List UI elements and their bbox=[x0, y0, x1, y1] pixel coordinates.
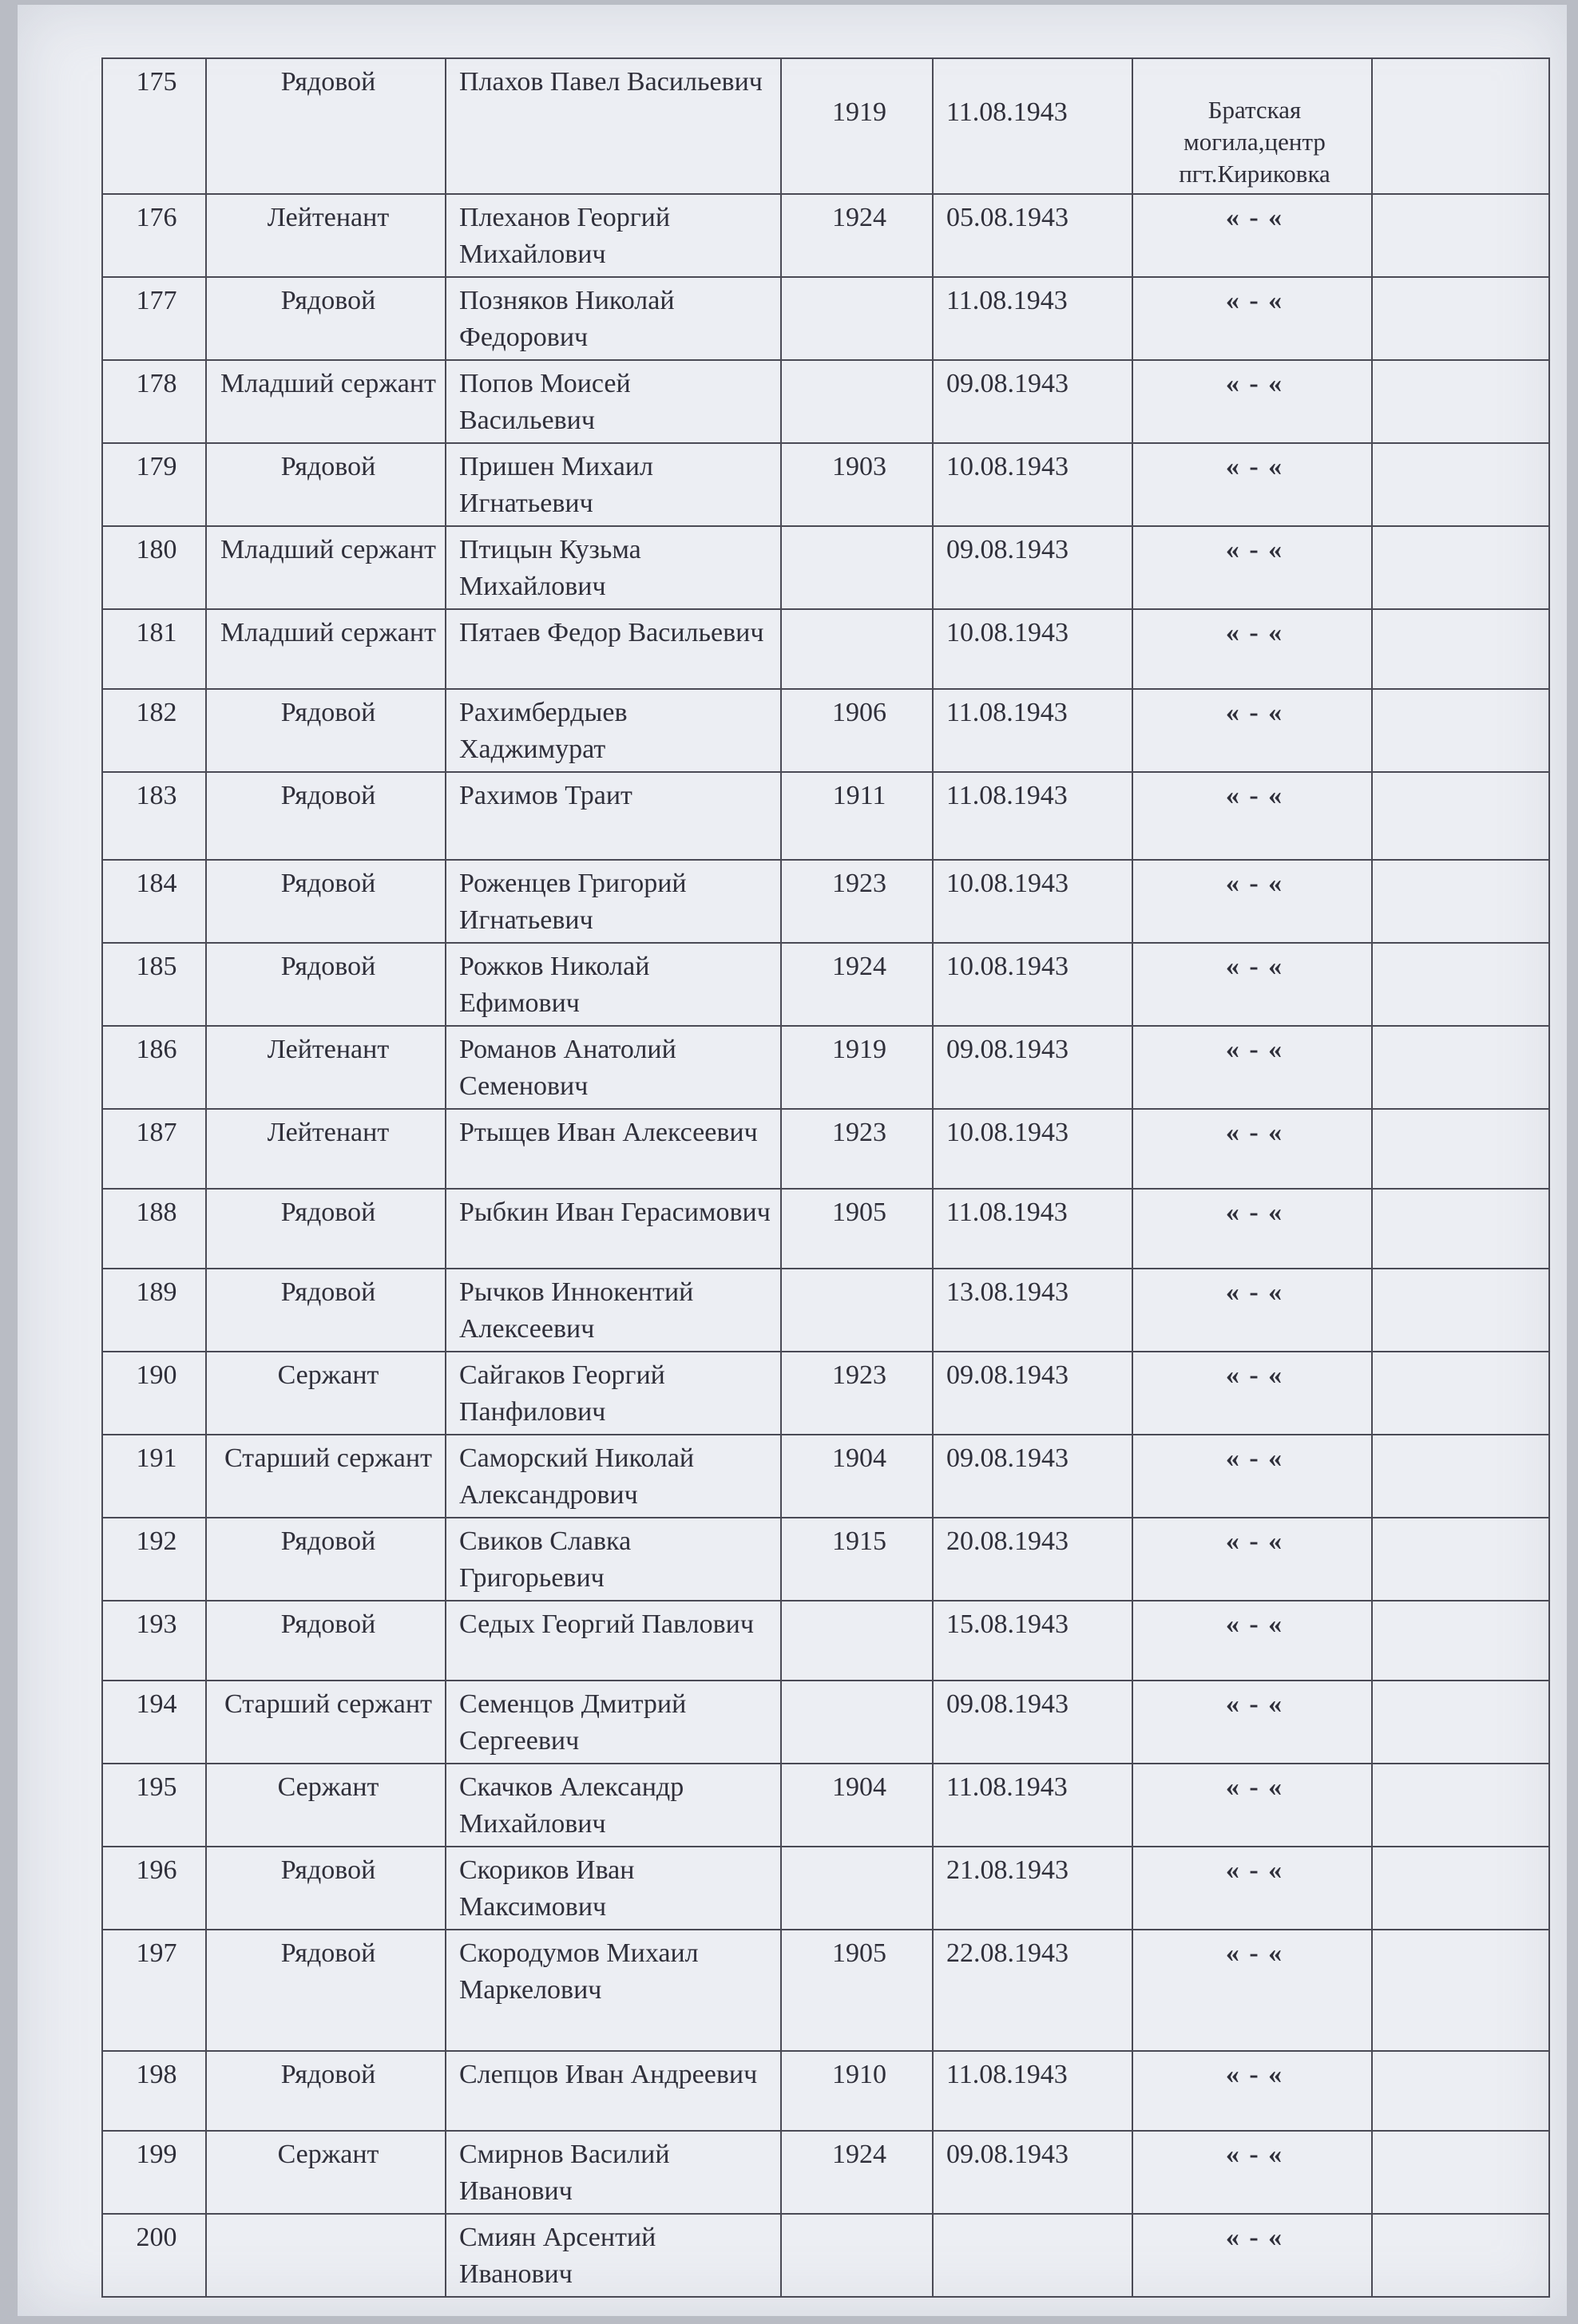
name-cell: Скориков Иван Максимович bbox=[446, 1847, 781, 1930]
death-date-cell: 11.08.1943 bbox=[933, 772, 1132, 860]
name-cell: Пришен Михаил Игнатьевич bbox=[446, 443, 781, 526]
burial-place-cell: « - « bbox=[1132, 1764, 1372, 1847]
burial-place-cell: « - « bbox=[1132, 1269, 1372, 1352]
table-row bbox=[102, 943, 1549, 1026]
name-cell: Сайгаков Георгий Панфилович bbox=[446, 1352, 781, 1435]
note-cell bbox=[1372, 1681, 1549, 1764]
rank-cell: Рядовой bbox=[206, 772, 446, 860]
death-date-cell: 11.08.1943 bbox=[933, 58, 1132, 194]
row-number: 179 bbox=[102, 443, 206, 526]
table-row bbox=[102, 1681, 1549, 1764]
note-cell bbox=[1372, 277, 1549, 360]
death-date-cell: 20.08.1943 bbox=[933, 1518, 1132, 1601]
birth-year-cell: 1904 bbox=[781, 1435, 933, 1518]
rank-cell: Рядовой bbox=[206, 1518, 446, 1601]
note-cell bbox=[1372, 860, 1549, 943]
rank-cell: Лейтенант bbox=[206, 1026, 446, 1109]
death-date-cell: 11.08.1943 bbox=[933, 2051, 1132, 2131]
rank-cell: Рядовой bbox=[206, 443, 446, 526]
note-cell bbox=[1372, 2131, 1549, 2214]
name-cell: Птицын Кузьма Михайлович bbox=[446, 526, 781, 609]
name-cell: Саморский Николай Александрович bbox=[446, 1435, 781, 1518]
row-number: 200 bbox=[102, 2214, 206, 2297]
burial-place-cell: « - « bbox=[1132, 2051, 1372, 2131]
table-row bbox=[102, 1269, 1549, 1352]
row-number: 187 bbox=[102, 1109, 206, 1189]
death-date-cell: 09.08.1943 bbox=[933, 1352, 1132, 1435]
table-row bbox=[102, 194, 1549, 277]
burial-place-cell: « - « bbox=[1132, 772, 1372, 860]
table-row bbox=[102, 1026, 1549, 1109]
table-row bbox=[102, 689, 1549, 772]
name-cell: Позняков Николай Федорович bbox=[446, 277, 781, 360]
birth-year-cell: 1923 bbox=[781, 1109, 933, 1189]
burial-place-cell: « - « bbox=[1132, 360, 1372, 443]
death-date-cell: 09.08.1943 bbox=[933, 1681, 1132, 1764]
name-cell: Смиян Арсентий Иванович bbox=[446, 2214, 781, 2297]
rank-cell: Младший сержант bbox=[206, 526, 446, 609]
birth-year-cell: 1919 bbox=[781, 1026, 933, 1109]
burial-place-cell: « - « bbox=[1132, 860, 1372, 943]
roster-body bbox=[102, 58, 1549, 2297]
birth-year-cell bbox=[781, 526, 933, 609]
burial-place-cell: « - « bbox=[1132, 1109, 1372, 1189]
name-cell: Скачков Александр Михайлович bbox=[446, 1764, 781, 1847]
row-number: 177 bbox=[102, 277, 206, 360]
birth-year-cell: 1924 bbox=[781, 194, 933, 277]
table-row bbox=[102, 1109, 1549, 1189]
burial-place-cell: « - « bbox=[1132, 1847, 1372, 1930]
birth-year-cell: 1910 bbox=[781, 2051, 933, 2131]
table-row bbox=[102, 1518, 1549, 1601]
row-number: 188 bbox=[102, 1189, 206, 1269]
row-number: 185 bbox=[102, 943, 206, 1026]
death-date-cell: 10.08.1943 bbox=[933, 1109, 1132, 1189]
birth-year-cell: 1903 bbox=[781, 443, 933, 526]
birth-year-cell bbox=[781, 1847, 933, 1930]
burial-place-cell: « - « bbox=[1132, 1435, 1372, 1518]
row-number: 182 bbox=[102, 689, 206, 772]
death-date-cell: 22.08.1943 bbox=[933, 1930, 1132, 2051]
burial-place-cell: « - « bbox=[1132, 1352, 1372, 1435]
table-row bbox=[102, 1764, 1549, 1847]
table-row bbox=[102, 1930, 1549, 2051]
row-number: 189 bbox=[102, 1269, 206, 1352]
death-date-cell: 11.08.1943 bbox=[933, 277, 1132, 360]
table-row bbox=[102, 1847, 1549, 1930]
rank-cell bbox=[206, 2214, 446, 2297]
death-date-cell: 10.08.1943 bbox=[933, 443, 1132, 526]
table-row bbox=[102, 860, 1549, 943]
note-cell bbox=[1372, 360, 1549, 443]
burial-place-cell: « - « bbox=[1132, 277, 1372, 360]
row-number: 194 bbox=[102, 1681, 206, 1764]
burial-place-cell: « - « bbox=[1132, 689, 1372, 772]
table-row bbox=[102, 277, 1549, 360]
name-cell: Ртыщев Иван Алексеевич bbox=[446, 1109, 781, 1189]
note-cell bbox=[1372, 1435, 1549, 1518]
burial-place-cell: « - « bbox=[1132, 943, 1372, 1026]
birth-year-cell: 1923 bbox=[781, 1352, 933, 1435]
birth-year-cell bbox=[781, 1269, 933, 1352]
note-cell bbox=[1372, 58, 1549, 194]
rank-cell: Старший сержант bbox=[206, 1435, 446, 1518]
birth-year-cell: 1906 bbox=[781, 689, 933, 772]
note-cell bbox=[1372, 943, 1549, 1026]
rank-cell: Сержант bbox=[206, 1764, 446, 1847]
death-date-cell: 09.08.1943 bbox=[933, 360, 1132, 443]
death-date-cell: 09.08.1943 bbox=[933, 526, 1132, 609]
rank-cell: Рядовой bbox=[206, 58, 446, 194]
row-number: 180 bbox=[102, 526, 206, 609]
rank-cell: Сержант bbox=[206, 2131, 446, 2214]
rank-cell: Лейтенант bbox=[206, 194, 446, 277]
row-number: 193 bbox=[102, 1601, 206, 1681]
burial-place-cell: « - « bbox=[1132, 1930, 1372, 2051]
rank-cell: Рядовой bbox=[206, 1601, 446, 1681]
name-cell: Плахов Павел Васильевич bbox=[446, 58, 781, 194]
name-cell: Семенцов Дмитрий Сергеевич bbox=[446, 1681, 781, 1764]
note-cell bbox=[1372, 443, 1549, 526]
rank-cell: Рядовой bbox=[206, 1847, 446, 1930]
row-number: 176 bbox=[102, 194, 206, 277]
name-cell: Рыбкин Иван Герасимович bbox=[446, 1189, 781, 1269]
table-row bbox=[102, 772, 1549, 860]
death-date-cell: 11.08.1943 bbox=[933, 689, 1132, 772]
row-number: 183 bbox=[102, 772, 206, 860]
name-cell: Рожков Николай Ефимович bbox=[446, 943, 781, 1026]
note-cell bbox=[1372, 1764, 1549, 1847]
name-cell: Скородумов Михаил Маркелович bbox=[446, 1930, 781, 2051]
burial-place-cell: « - « bbox=[1132, 1601, 1372, 1681]
note-cell bbox=[1372, 2051, 1549, 2131]
death-date-cell: 11.08.1943 bbox=[933, 1189, 1132, 1269]
death-date-cell: 10.08.1943 bbox=[933, 609, 1132, 689]
row-number: 186 bbox=[102, 1026, 206, 1109]
row-number: 178 bbox=[102, 360, 206, 443]
death-date-cell: 15.08.1943 bbox=[933, 1601, 1132, 1681]
name-cell: Пятаев Федор Васильевич bbox=[446, 609, 781, 689]
rank-cell: Рядовой bbox=[206, 943, 446, 1026]
name-cell: Романов Анатолий Семенович bbox=[446, 1026, 781, 1109]
row-number: 199 bbox=[102, 2131, 206, 2214]
note-cell bbox=[1372, 1352, 1549, 1435]
row-number: 196 bbox=[102, 1847, 206, 1930]
row-number: 198 bbox=[102, 2051, 206, 2131]
birth-year-cell bbox=[781, 609, 933, 689]
paper-sheet bbox=[18, 5, 1567, 2316]
birth-year-cell: 1911 bbox=[781, 772, 933, 860]
name-cell: Смирнов Василий Иванович bbox=[446, 2131, 781, 2214]
name-cell: Седых Георгий Павлович bbox=[446, 1601, 781, 1681]
birth-year-cell: 1924 bbox=[781, 943, 933, 1026]
birth-year-cell bbox=[781, 277, 933, 360]
burial-place-cell: « - « bbox=[1132, 609, 1372, 689]
row-number: 184 bbox=[102, 860, 206, 943]
rank-cell: Лейтенант bbox=[206, 1109, 446, 1189]
row-number: 191 bbox=[102, 1435, 206, 1518]
note-cell bbox=[1372, 1601, 1549, 1681]
note-cell bbox=[1372, 1518, 1549, 1601]
note-cell bbox=[1372, 1189, 1549, 1269]
death-date-cell: 13.08.1943 bbox=[933, 1269, 1132, 1352]
death-date-cell: 21.08.1943 bbox=[933, 1847, 1132, 1930]
rank-cell: Сержант bbox=[206, 1352, 446, 1435]
name-cell: Рычков Иннокентий Алексеевич bbox=[446, 1269, 781, 1352]
note-cell bbox=[1372, 2214, 1549, 2297]
birth-year-cell: 1905 bbox=[781, 1189, 933, 1269]
burial-place-cell: « - « bbox=[1132, 1189, 1372, 1269]
name-cell: Свиков Славка Григорьевич bbox=[446, 1518, 781, 1601]
birth-year-cell bbox=[781, 1681, 933, 1764]
note-cell bbox=[1372, 1930, 1549, 2051]
note-cell bbox=[1372, 1847, 1549, 1930]
roster-table bbox=[101, 57, 1550, 2298]
note-cell bbox=[1372, 1109, 1549, 1189]
row-number: 197 bbox=[102, 1930, 206, 2051]
name-cell: Рахимбердыев Хаджимурат bbox=[446, 689, 781, 772]
name-cell: Роженцев Григорий Игнатьевич bbox=[446, 860, 781, 943]
rank-cell: Рядовой bbox=[206, 1189, 446, 1269]
note-cell bbox=[1372, 526, 1549, 609]
death-date-cell: 10.08.1943 bbox=[933, 860, 1132, 943]
burial-place-cell: « - « bbox=[1132, 1681, 1372, 1764]
table-row bbox=[102, 1601, 1549, 1681]
burial-place-cell: « - « bbox=[1132, 443, 1372, 526]
note-cell bbox=[1372, 1026, 1549, 1109]
table-row bbox=[102, 443, 1549, 526]
birth-year-cell: 1915 bbox=[781, 1518, 933, 1601]
burial-place-cell: « - « bbox=[1132, 1026, 1372, 1109]
death-date-cell: 09.08.1943 bbox=[933, 1026, 1132, 1109]
table-row bbox=[102, 360, 1549, 443]
note-cell bbox=[1372, 772, 1549, 860]
rank-cell: Младший сержант bbox=[206, 360, 446, 443]
rank-cell: Рядовой bbox=[206, 860, 446, 943]
rank-cell: Рядовой bbox=[206, 277, 446, 360]
burial-place-cell: Братская могила,центр пгт.Кириковка bbox=[1132, 58, 1372, 194]
birth-year-cell: 1904 bbox=[781, 1764, 933, 1847]
note-cell bbox=[1372, 609, 1549, 689]
rank-cell: Рядовой bbox=[206, 1269, 446, 1352]
note-cell bbox=[1372, 1269, 1549, 1352]
rank-cell: Рядовой bbox=[206, 689, 446, 772]
row-number: 195 bbox=[102, 1764, 206, 1847]
table-row bbox=[102, 609, 1549, 689]
table-row bbox=[102, 526, 1549, 609]
death-date-cell: 11.08.1943 bbox=[933, 1764, 1132, 1847]
death-date-cell: 09.08.1943 bbox=[933, 1435, 1132, 1518]
burial-place-cell: « - « bbox=[1132, 2131, 1372, 2214]
table-row bbox=[102, 1189, 1549, 1269]
table-row bbox=[102, 2051, 1549, 2131]
birth-year-cell bbox=[781, 1601, 933, 1681]
death-date-cell: 09.08.1943 bbox=[933, 2131, 1132, 2214]
note-cell bbox=[1372, 194, 1549, 277]
name-cell: Попов Моисей Васильевич bbox=[446, 360, 781, 443]
birth-year-cell: 1905 bbox=[781, 1930, 933, 2051]
table-row bbox=[102, 1435, 1549, 1518]
name-cell: Плеханов Георгий Михайлович bbox=[446, 194, 781, 277]
note-cell bbox=[1372, 689, 1549, 772]
birth-year-cell bbox=[781, 360, 933, 443]
rank-cell: Старший сержант bbox=[206, 1681, 446, 1764]
table-row bbox=[102, 58, 1549, 194]
row-number: 175 bbox=[102, 58, 206, 194]
burial-place-cell: « - « bbox=[1132, 526, 1372, 609]
death-date-cell: 05.08.1943 bbox=[933, 194, 1132, 277]
row-number: 192 bbox=[102, 1518, 206, 1601]
birth-year-cell bbox=[781, 2214, 933, 2297]
name-cell: Слепцов Иван Андреевич bbox=[446, 2051, 781, 2131]
table-row bbox=[102, 2131, 1549, 2214]
table-row bbox=[102, 1352, 1549, 1435]
birth-year-cell: 1919 bbox=[781, 58, 933, 194]
row-number: 181 bbox=[102, 609, 206, 689]
row-number: 190 bbox=[102, 1352, 206, 1435]
death-date-cell: 10.08.1943 bbox=[933, 943, 1132, 1026]
rank-cell: Младший сержант bbox=[206, 609, 446, 689]
birth-year-cell: 1924 bbox=[781, 2131, 933, 2214]
name-cell: Рахимов Траит bbox=[446, 772, 781, 860]
rank-cell: Рядовой bbox=[206, 2051, 446, 2131]
burial-place-cell: « - « bbox=[1132, 2214, 1372, 2297]
burial-place-cell: « - « bbox=[1132, 1518, 1372, 1601]
table-row bbox=[102, 2214, 1549, 2297]
rank-cell: Рядовой bbox=[206, 1930, 446, 2051]
birth-year-cell: 1923 bbox=[781, 860, 933, 943]
burial-place-cell: « - « bbox=[1132, 194, 1372, 277]
death-date-cell bbox=[933, 2214, 1132, 2297]
